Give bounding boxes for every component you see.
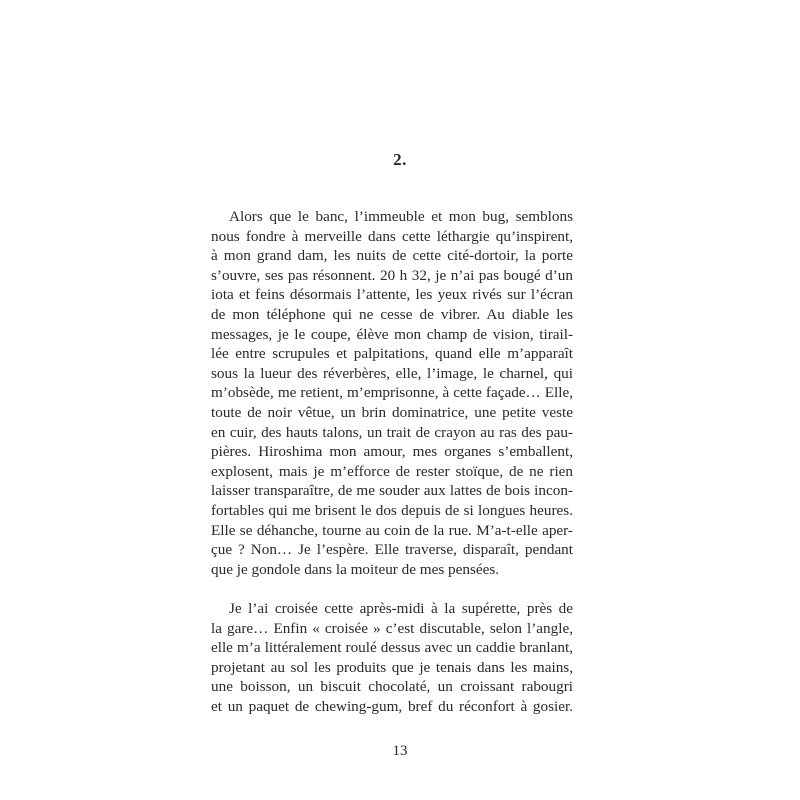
text-line: messages, je le coupe, élève mon champ de vision, tirail-: [211, 325, 573, 343]
text-line: laisser transparaître, de me souder aux lattes de bois incon-: [211, 482, 573, 500]
text-line: toute de noir vêtue, un brin dominatrice, une petite veste: [211, 403, 573, 421]
text-line: la gare… Enfin « croisée » c’est discutable, selon l’angle,: [211, 619, 573, 637]
paragraph-1: [211, 207, 573, 579]
text-line: sous la lueur des réverbères, elle, l’image, le charnel, qui: [211, 364, 573, 382]
text-line: m’obsède, me retient, m’emprisonne, à cette façade… Elle,: [211, 384, 573, 402]
text-line: et un paquet de chewing-gum, bref du réconfort à gosier.: [211, 698, 573, 716]
text-line: explosent, mais je m’efforce de rester stoïque, de ne rien: [211, 462, 573, 480]
text-line: une boisson, un biscuit chocolaté, un croissant rabougri: [211, 678, 573, 696]
page-number: 13: [392, 743, 408, 759]
text-line: nous fondre à merveille dans cette léthargie qu’inspirent,: [211, 227, 573, 245]
text-line: elle m’a littéralement roulé dessus avec un caddie branlant,: [211, 639, 573, 657]
paragraph-2: [211, 599, 573, 717]
text-line: çue ? Non… Je l’espère. Elle traverse, disparaît, pendant: [211, 541, 573, 559]
text-line: s’ouvre, ses pas résonnent. 20 h 32, je n’ai pas bougé d’un: [211, 266, 573, 284]
text-line: fortables qui me brisent le dos depuis de si longues heures.: [211, 501, 573, 519]
body-text: [211, 207, 573, 717]
text-line: de mon téléphone qui ne cesse de vibrer. Au diable les: [211, 305, 573, 323]
text-line: Alors que le banc, l’immeuble et mon bug, semblons: [229, 208, 573, 225]
text-line: Elle se déhanche, tourne au coin de la rue. M’a-t-elle aper-: [211, 521, 573, 539]
text-line: pières. Hiroshima mon amour, mes organes s’emballent,: [211, 443, 573, 461]
text-line: projetant au sol les produits que je tenais dans les mains,: [211, 658, 573, 676]
text-line: lée entre scrupules et palpitations, quand elle m’apparaît: [211, 345, 573, 363]
text-line: en cuir, des hauts talons, un trait de crayon au ras des pau-: [211, 423, 573, 441]
text-line: iota et feins désormais l’attente, les yeux rivés sur l’écran: [211, 286, 573, 304]
chapter-number: 2.: [393, 150, 407, 169]
text-line: que je gondole dans la moiteur de mes pensées.: [211, 560, 500, 578]
text-line: à mon grand dam, les nuits de cette cité-dortoir, la porte: [211, 247, 573, 265]
text-line: Je l’ai croisée cette après-midi à la supérette, près de: [229, 600, 573, 618]
